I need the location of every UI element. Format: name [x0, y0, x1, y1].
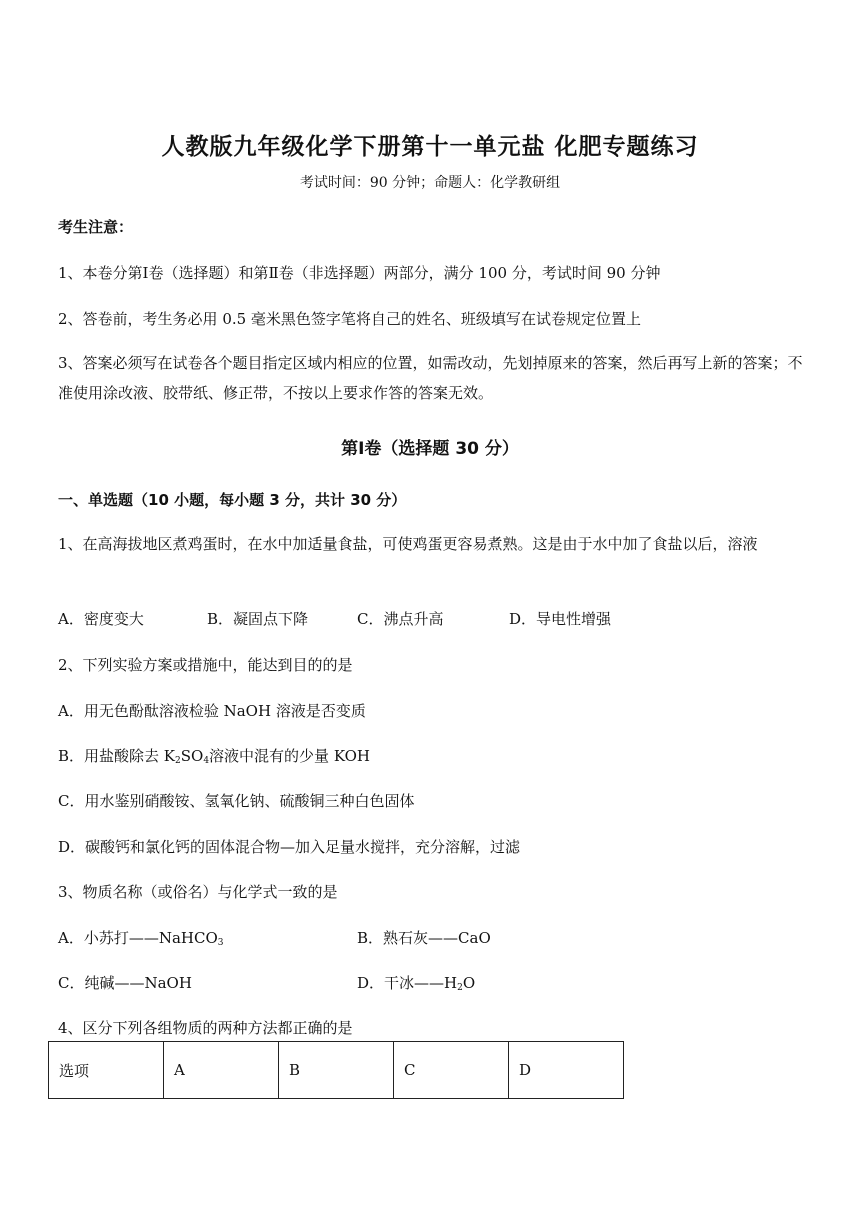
- section-title: 第Ⅰ卷（选择题 30 分）: [341, 439, 519, 459]
- question-1-stem: 1、在高海拔地区煮鸡蛋时，在水中加适量食盐，可使鸡蛋更容易煮熟。这是由于水中加了食盐以后，溶液: [58, 535, 758, 553]
- page-title: 人教版九年级化学下册第十一单元盐 化肥专题练习: [161, 134, 699, 160]
- question-4-table: [48, 1041, 624, 1099]
- question-2-option-a: A．用无色酚酞溶液检验 NaOH 溶液是否变质: [58, 702, 366, 720]
- question-3-option-b: B．熟石灰——CaO: [357, 929, 491, 947]
- question-1-option-a: A．密度变大: [58, 610, 144, 628]
- subscript: 2: [175, 756, 181, 766]
- question-1-option-c: C．沸点升高: [357, 610, 444, 628]
- notice-item-3: 3、答案必须写在试卷各个题目指定区域内相应的位置，如需改动，先划掉原来的答案，然后再写上新的答案；不准使用涂改液、胶带纸、修正带，不按以上要求作答的答案无效。: [58, 354, 803, 402]
- table-header-cell: D: [509, 1042, 624, 1099]
- option-b-text-1: B．用盐酸除去 K: [58, 747, 175, 765]
- option-d-text-1: D．干冰——H: [357, 974, 458, 992]
- notice-item-2: 2、答卷前，考生务必用 0.5 毫米黑色签字笔将自己的姓名、班级填写在试卷规定位置上: [58, 310, 641, 328]
- subscript: 4: [203, 756, 210, 766]
- option-d-text-2: O: [462, 974, 476, 992]
- notice-item-1: 1、本卷分第Ⅰ卷（选择题）和第Ⅱ卷（非选择题）两部分，满分 100 分，考试时间 90 分钟: [58, 264, 661, 282]
- exam-info: 考试时间：90 分钟；命题人：化学教研组: [299, 175, 561, 191]
- question-2-option-d: D．碳酸钙和氯化钙的固体混合物—加入足量水搅拌，充分溶解，过滤: [58, 838, 521, 856]
- option-b-text-3: 溶液中混有的少量 KOH: [209, 747, 370, 765]
- question-3-option-d: [357, 972, 475, 993]
- table-header-cell: A: [164, 1042, 279, 1099]
- subscript: 3: [217, 938, 224, 948]
- option-b-text-2: SO: [180, 747, 204, 765]
- table-header-cell: B: [279, 1042, 394, 1099]
- question-2-option-b: [58, 745, 370, 766]
- table-header-cell: 选项: [49, 1042, 164, 1099]
- part-heading: 一、单选题（10 小题，每小题 3 分，共计 30 分）: [58, 491, 407, 509]
- question-1-option-d: D．导电性增强: [509, 610, 612, 628]
- question-3-option-a: [58, 927, 224, 948]
- question-2-option-c: C．用水鉴别硝酸铵、氢氧化钠、硫酸铜三种白色固体: [58, 792, 415, 810]
- notice-heading: 考生注意：: [58, 218, 134, 236]
- question-1-option-b: B．凝固点下降: [207, 610, 309, 628]
- option-a-text: A．小苏打——NaHCO: [58, 929, 218, 947]
- question-3-stem: 3、物质名称（或俗名）与化学式一致的是: [58, 883, 338, 901]
- question-3-option-c: C．纯碱——NaOH: [58, 974, 192, 992]
- table-row: [49, 1042, 624, 1099]
- question-2-stem: 2、下列实验方案或措施中，能达到目的的是: [58, 656, 353, 674]
- table-header-cell: C: [394, 1042, 509, 1099]
- question-4-stem: 4、区分下列各组物质的两种方法都正确的是: [58, 1019, 353, 1037]
- subscript: 2: [457, 983, 463, 993]
